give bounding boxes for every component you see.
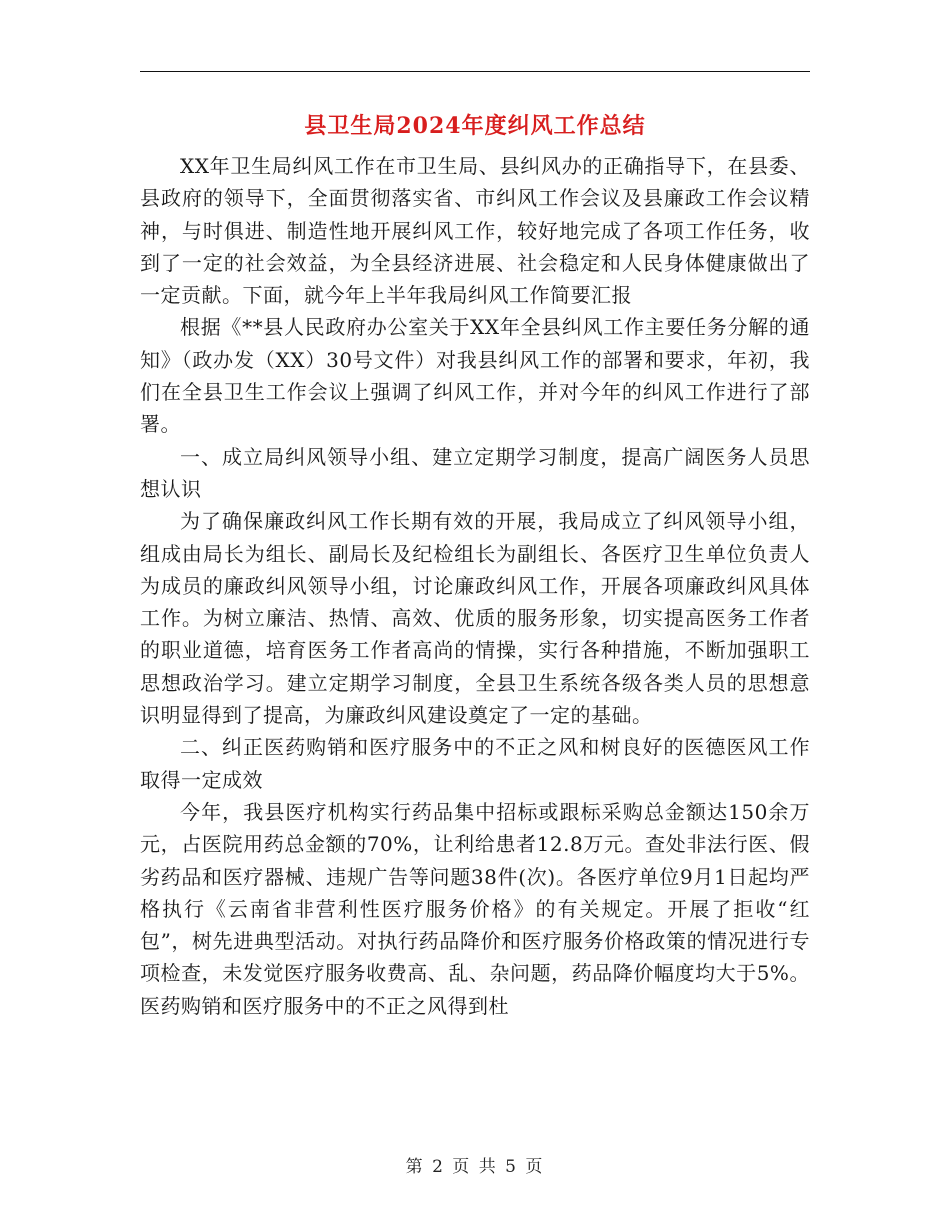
paragraph-section-2: 今年，我县医疗机构实行药品集中招标或跟标采购总金额达150余万元，占医院用药总金额的70%，让利给患者12.8万元。查处非法行医、假劣药品和医疗器械、违规广告等问题38件(次)。各医疗单位9月1日起均严格执行《云南省非营利性医疗服务价格》的有关规定。开展了拒收“红包”，树先进典型活动。对执行药品降价和医疗服务价格政策的情况进行专项检查，未发觉医疗服务收费高、乱、杂问题，药品降价幅度均大于5%。医药购销和医疗服务中的不正之风得到杜 bbox=[140, 799, 810, 1018]
paragraph-basis: 根据《**县人民政府办公室关于XX年全县纠风工作主要任务分解的通知》（政办发（XX）30号文件）对我县纠风工作的部署和要求，年初，我们在全县卫生工作会议上强调了纠风工作，并对今年的纠风工作进行了部署。 bbox=[140, 315, 810, 437]
header-rule bbox=[140, 71, 810, 72]
document-body bbox=[140, 150, 810, 1022]
paragraph-intro: XX年卫生局纠风工作在市卫生局、县纠风办的正确指导下，在县委、县政府的领导下，全面贯彻落实省、市纠风工作会议及县廉政工作会议精神，与时俱进、制造性地开展纠风工作，较好地完成了各项工作任务，收到了一定的社会效益，为全县经济进展、社会稳定和人民身体健康做出了一定贡献。下面，就今年上半年我局纠风工作简要汇报 bbox=[140, 154, 810, 308]
section-heading-1: 一、成立局纠风领导小组、建立定期学习制度，提高广阔医务人员思想认识 bbox=[140, 444, 810, 501]
page-number: 第 2 页 共 5 页 bbox=[405, 1157, 545, 1177]
paragraph-section-1: 为了确保廉政纠风工作长期有效的开展，我局成立了纠风领导小组，组成由局长为组长、副局长及纪检组长为副组长、各医疗卫生单位负责人为成员的廉政纠风领导小组，讨论廉政纠风工作，开展各项廉政纠风具体工作。为树立廉洁、热情、高效、优质的服务形象，切实提高医务工作者的职业道德，培育医务工作者高尚的情操，实行各种措施，不断加强职工思想政治学习。建立定期学习制度，全县卫生系统各级各类人员的思想意识明显得到了提高，为廉政纠风建设奠定了一定的基础。 bbox=[140, 509, 810, 728]
section-heading-2: 二、纠正医药购销和医疗服务中的不正之风和树良好的医德医风工作取得一定成效 bbox=[140, 735, 810, 792]
document-title: 县卫生局2024年度纠风工作总结 bbox=[304, 113, 646, 139]
